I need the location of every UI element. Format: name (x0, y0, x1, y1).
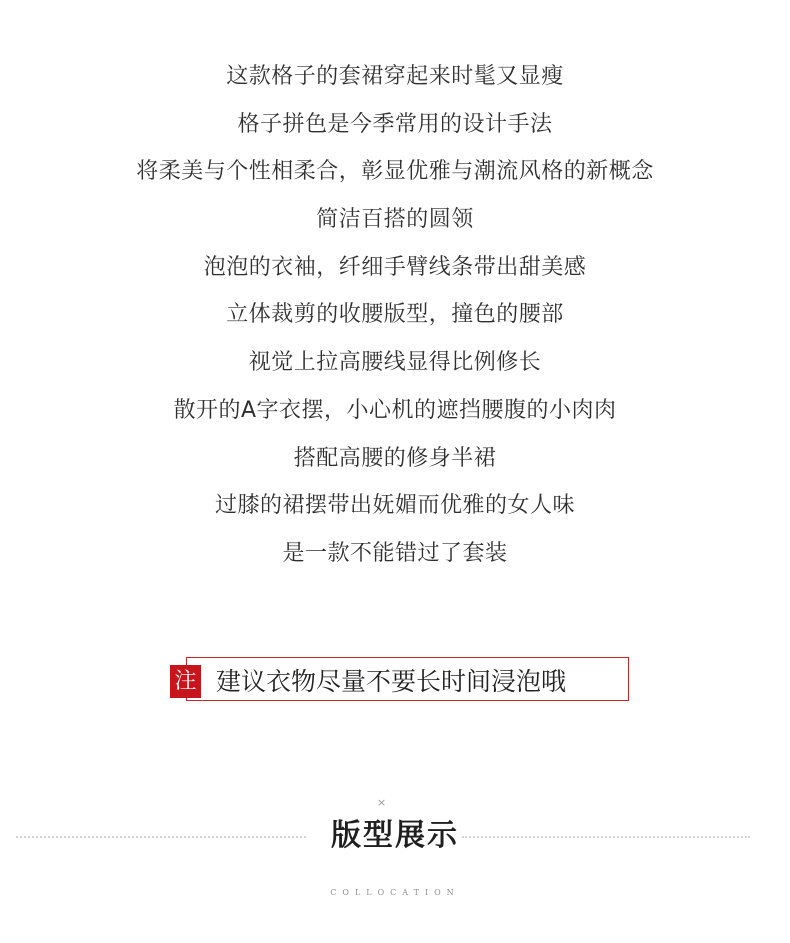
description-line: 过膝的裙摆带出妩媚而优雅的女人味 (214, 493, 575, 519)
description-line: 散开的A字衣摆，小心机的遮挡腰腹的小肉肉 (173, 397, 617, 423)
description-line: 视觉上拉高腰线显得比例修长 (248, 350, 542, 376)
care-note-badge: 注 (170, 665, 201, 698)
care-note (170, 662, 630, 702)
description-line: 泡泡的衣袖，纤细手臂线条带出甜美感 (203, 254, 587, 280)
description-line: 简洁百搭的圆领 (316, 207, 474, 233)
cross-icon: × (377, 796, 387, 809)
description-line: 是一款不能错过了套装 (282, 540, 508, 566)
section-subtitle: COLLOCATION (330, 888, 460, 897)
description-line: 立体裁剪的收腰版型，撞色的腰部 (226, 302, 564, 328)
description-list (0, 58, 790, 583)
description-line: 这款格子的套裙穿起来时髦又显瘦 (226, 64, 564, 89)
description-line: 将柔美与个性相柔合，彰显优雅与潮流风格的新概念 (136, 159, 654, 185)
description-line: 搭配高腰的修身半裙 (293, 445, 497, 471)
description-line: 格子拼色是今季常用的设计手法 (237, 111, 553, 137)
section-title: 版型展示 (331, 818, 459, 853)
care-note-text: 建议衣物尽量不要长时间浸泡哦 (216, 667, 567, 696)
